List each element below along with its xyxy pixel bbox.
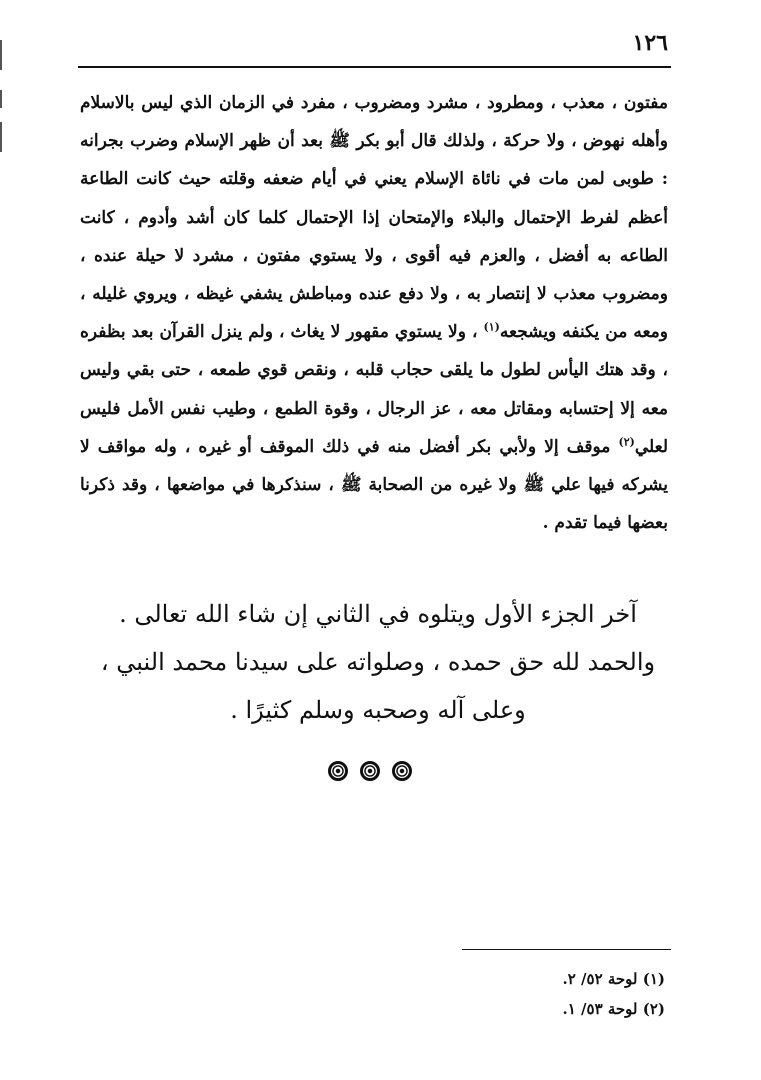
body-text-part-1: مفتون ، معذب ، ومطرود ، مشرد ومضروب ، مفرد في الزمان الذي ليس بالاسلام وأهله نهوض ، ولا حركة ، ولذلك قال أبو بكر ﷺ بعد أن ظهر الإسلام وضرب بجرانه : طوبى لمن مات في نائاة الإسلام يعني في أيام ضعفه وقلته حيث كانت الطاعة أعظم لفرط الإحتمال والبلاء والإمتحان إذا الإحتمال كلما كان أشد وأدوم ، كانت الطاعه به أفضل ، والعزم فيه أقوى ، ولا يستوي مفتون ، مشرد لا حيلة عنده ، ومضروب معذب لا إنتصار به ، ولا دفع عنده ومباطش يشفي غيظه ، ويروي غليله ، ومعه من يكنفه ويشجعه	[80, 93, 669, 343]
footnote-reference-2: (٢)	[618, 435, 635, 449]
scan-edge-mark	[0, 90, 2, 108]
scan-edge-mark	[0, 122, 2, 152]
body-text-part-3: موقف إلا ولأبي بكر أفضل منه في ذلك الموقف أو غيره ، وله مواقف لا يشركه فيها علي ﷺ ولا غيره من الصحابة ﷺ ، سنذكرها في مواضعها ، وقد ذكرنا بعضها فيما تقدم .	[80, 436, 668, 534]
footnote-1: (١) لوحة ٥٢/ ٢.	[562, 970, 665, 988]
ornament-icon	[328, 761, 348, 781]
footnotes	[365, 964, 665, 1024]
ornament-icon	[360, 761, 380, 781]
body-text-part-2: ، ولا يستوي مقهور لا يغاث ، ولم ينزل القرآن بعد بظفره ، وقد هتك اليأس لطول ما يلقى حجاب قلبه ، ونقص قوي طمعه ، حتى بقي وليس معه إلا إحتسابه ومقاتل معه ، عز الرجال ، وقوة الطمع ، وطيب نفس الأمل فليس لعلي	[80, 322, 669, 457]
footnote-rule	[462, 949, 671, 950]
scan-edge-mark	[0, 40, 2, 70]
colophon	[78, 590, 678, 734]
colophon-line-3: وعلى آله وصحبه وسلم كثيرًا .	[230, 696, 526, 724]
footnote-2: (٢) لوحة ٥٣/ ١.	[562, 1000, 665, 1018]
page-number: ١٢٦	[632, 30, 668, 56]
colophon-line-1: آخر الجزء الأول ويتلوه في الثاني إن شاء الله تعالى .	[119, 600, 637, 628]
ornament-icon	[392, 761, 412, 781]
section-end-ornaments	[328, 761, 412, 783]
colophon-line-2: والحمد لله حق حمده ، وصلواته على سيدنا محمد النبي ،	[100, 648, 656, 676]
header-rule	[78, 66, 671, 68]
footnote-reference-1: (١)	[483, 320, 500, 334]
body-paragraph	[80, 84, 668, 542]
